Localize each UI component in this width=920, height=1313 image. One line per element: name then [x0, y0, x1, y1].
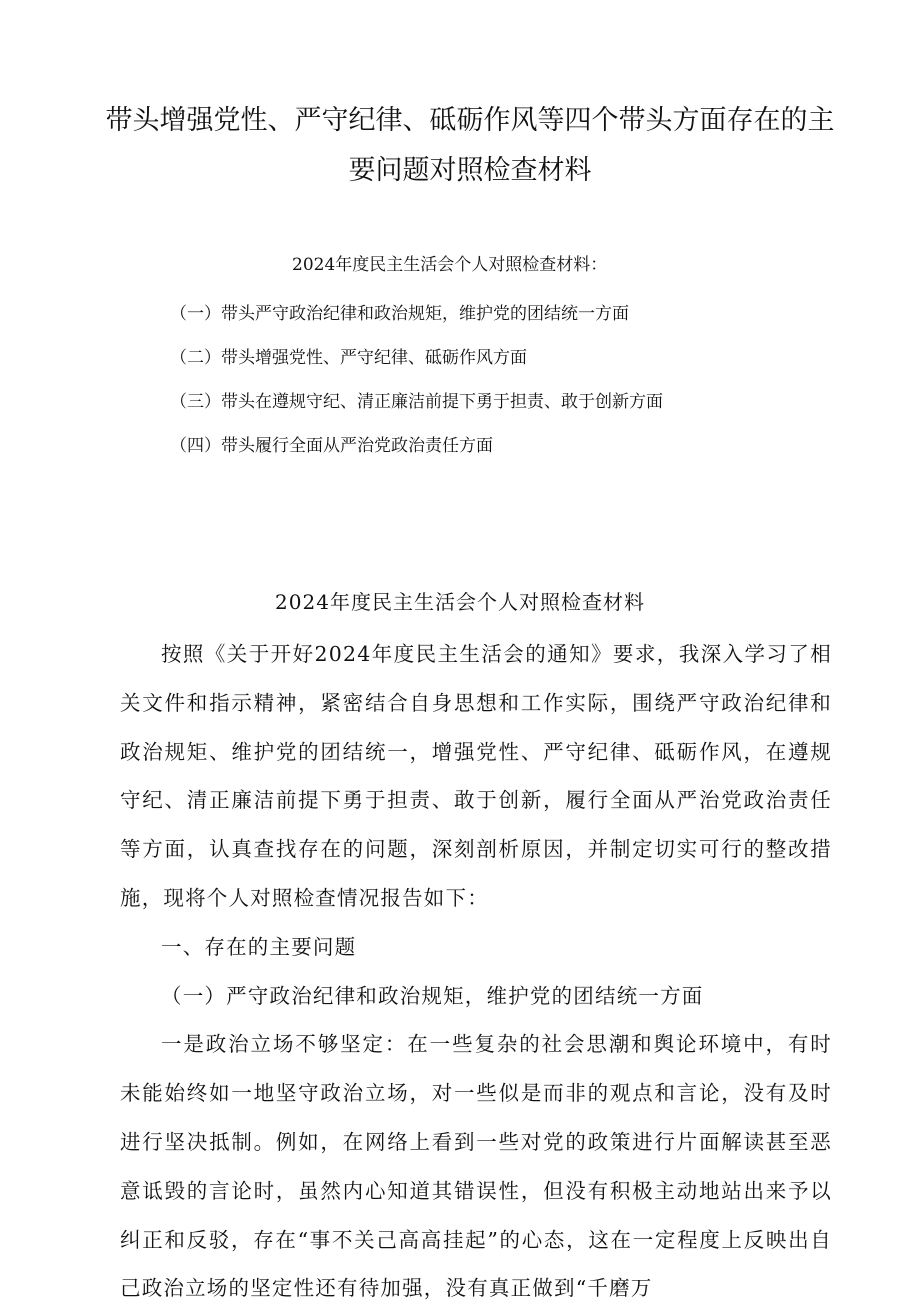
toc-item: （三）带头在遵规守纪、清正廉洁前提下勇于担责、敢于创新方面	[170, 392, 663, 412]
heading-main-problems: 一、存在的主要问题	[161, 934, 357, 959]
problem-paragraph: 一是政治立场不够坚定：在一些复杂的社会思潮和舆论环境中，有时未能始终如一地坚守政治立场，对一些似是而非的观点和言论，没有及时进行坚决抵制。例如，在网络上看到一些对党的政策进行片面解读甚至恶意诋毁的言论时，虽然内心知道其错误性，但没有积极主动地站出来予以纠正和反驳，存在“事不关己高高挂起”的心态，这在一定程度上反映出自己政治立场的坚定性还有待加强，没有真正做到“千磨万	[120, 1032, 832, 1301]
document-body	[120, 630, 832, 1313]
document-title: 带头增强党性、严守纪律、砥砺作风等四个带头方面存在的主要问题对照检查材料	[105, 105, 835, 186]
toc-heading: 2024年度民主生活会个人对照检查材料：	[292, 255, 608, 275]
subheading-political-discipline: （一）严守政治纪律和政治规矩，维护党的团结统一方面	[161, 983, 704, 1008]
toc-item: （二）带头增强党性、严守纪律、砥砺作风方面	[170, 348, 527, 368]
toc-item: （一）带头严守政治纪律和政治规矩，维护党的团结统一方面	[170, 304, 629, 324]
intro-paragraph: 按照《关于开好2024年度民主生活会的通知》要求，我深入学习了相关文件和指示精神，紧密结合自身思想和工作实际，围绕严守政治纪律和政治规矩、维护党的团结统一，增强党性、严守纪律、砥砺作风，在遵规守纪、清正廉洁前提下勇于担责、敢于创新，履行全面从严治党政治责任等方面，认真查找存在的问题，深刻剖析原因，并制定切实可行的整改措施，现将个人对照检查情况报告如下：	[120, 642, 832, 910]
toc-item: （四）带头履行全面从严治党政治责任方面	[170, 436, 493, 456]
toc-list	[170, 292, 663, 468]
section-title: 2024年度民主生活会个人对照检查材料	[275, 590, 645, 614]
